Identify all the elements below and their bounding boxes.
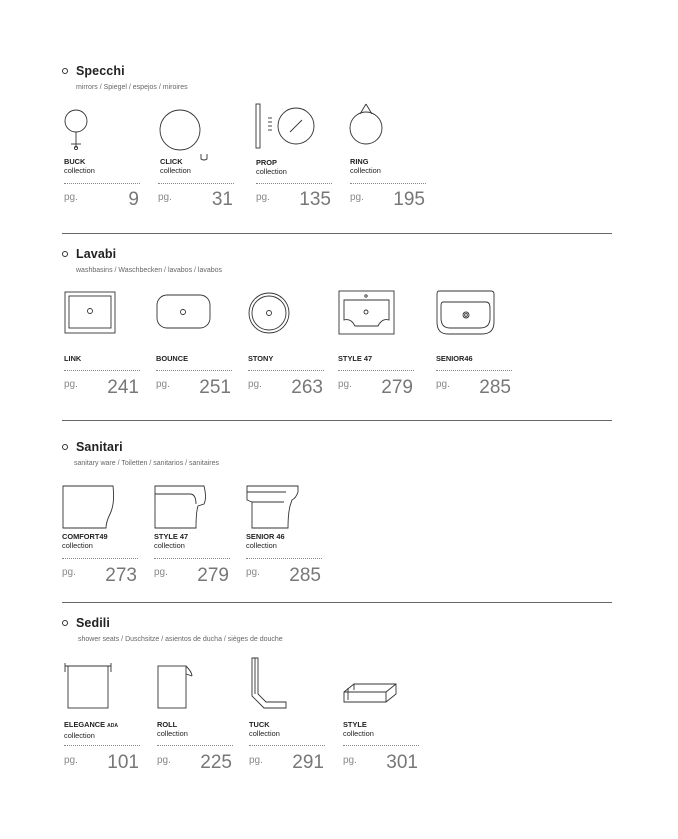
product-label: STYLE collection: [343, 720, 374, 738]
section-subtitle: shower seats / Duschsitze / asientos de ducha / sièges de douche: [78, 636, 283, 643]
pg-label: pg.: [436, 379, 450, 390]
page-number[interactable]: 101: [107, 752, 139, 773]
pg-label: pg.: [154, 567, 168, 578]
style47-washbasin-icon: [338, 290, 403, 338]
page-number[interactable]: 279: [381, 377, 413, 398]
pg-label: pg.: [64, 379, 78, 390]
pg-label: pg.: [350, 192, 364, 203]
page-number[interactable]: 31: [211, 189, 233, 210]
product-label: TUCK collection: [249, 720, 280, 738]
product-label: BUCK collection: [64, 157, 95, 175]
dotted-divider: [156, 370, 232, 371]
dotted-divider: [249, 745, 325, 746]
product-label: PROP collection: [256, 158, 287, 176]
bullet-icon: [62, 251, 68, 257]
page-number[interactable]: 301: [386, 752, 418, 773]
prop-mirror-icon: [254, 100, 324, 155]
ring-mirror-icon: [348, 102, 393, 152]
section-title: Sedili: [76, 616, 110, 630]
section-title: Sanitari: [76, 440, 123, 454]
elegance-seat-icon: [64, 662, 119, 712]
stony-washbasin-icon: [248, 292, 298, 337]
product-label: STONY: [248, 354, 274, 363]
link-washbasin-icon: [64, 291, 119, 336]
section-heading-lavabi: [62, 247, 116, 261]
pg-label: pg.: [246, 567, 260, 578]
bullet-icon: [62, 620, 68, 626]
dotted-divider: [338, 370, 414, 371]
product-label: COMFORT49 collection: [62, 532, 108, 550]
dotted-divider: [157, 745, 233, 746]
comfort49-toilet-icon: [62, 484, 122, 532]
roll-seat-icon: [156, 660, 211, 712]
bounce-washbasin-icon: [156, 294, 216, 334]
style47-toilet-icon: [154, 484, 214, 532]
dotted-divider: [64, 183, 140, 184]
product-label: STYLE 47: [338, 354, 373, 363]
page-number[interactable]: 285: [289, 565, 321, 586]
section-divider: [62, 420, 612, 421]
page-number[interactable]: 241: [107, 377, 139, 398]
senior46-toilet-icon: [246, 484, 306, 532]
page-number[interactable]: 9: [128, 189, 139, 210]
pg-label: pg.: [62, 567, 76, 578]
dotted-divider: [436, 370, 512, 371]
pg-label: pg.: [64, 192, 78, 203]
dotted-divider: [248, 370, 324, 371]
product-label: CLICK collection: [160, 157, 191, 175]
pg-label: pg.: [156, 379, 170, 390]
product-label: ROLL collection: [157, 720, 188, 738]
tuck-seat-icon: [248, 656, 298, 711]
dotted-divider: [62, 558, 138, 559]
pg-label: pg.: [338, 379, 352, 390]
page-number[interactable]: 225: [200, 752, 232, 773]
product-label: SENIOR46: [436, 354, 473, 363]
product-label: ELEGANCE ADA collection: [64, 720, 118, 740]
click-mirror-icon: [158, 108, 218, 158]
pg-label: pg.: [343, 755, 357, 766]
product-label: STYLE 47 collection: [154, 532, 189, 550]
section-heading-specchi: [62, 64, 125, 78]
section-heading-sanitari: [62, 440, 123, 454]
page-number[interactable]: 273: [105, 565, 137, 586]
section-subtitle: sanitary ware / Toiletten / sanitarios / sanitaires: [74, 460, 219, 467]
style-seat-icon: [340, 676, 400, 711]
pg-label: pg.: [248, 379, 262, 390]
pg-label: pg.: [64, 755, 78, 766]
section-title: Specchi: [76, 64, 125, 78]
dotted-divider: [154, 558, 230, 559]
page-number[interactable]: 195: [393, 189, 425, 210]
section-subtitle: mirrors / Spiegel / espejos / miroires: [76, 84, 188, 91]
product-label: LINK: [64, 354, 82, 363]
dotted-divider: [350, 183, 426, 184]
section-divider: [62, 233, 612, 234]
product-label: RING collection: [350, 157, 381, 175]
section-title: Lavabi: [76, 247, 117, 261]
pg-label: pg.: [157, 755, 171, 766]
buck-mirror-icon: [64, 108, 104, 153]
pg-label: pg.: [256, 192, 270, 203]
dotted-divider: [246, 558, 322, 559]
section-heading-sedili: [62, 616, 110, 630]
dotted-divider: [64, 745, 140, 746]
product-label: SENIOR 46 collection: [246, 532, 285, 550]
page-number[interactable]: 135: [299, 189, 331, 210]
section-divider: [62, 602, 612, 603]
pg-label: pg.: [249, 755, 263, 766]
page-number[interactable]: 263: [291, 377, 323, 398]
dotted-divider: [64, 370, 140, 371]
bullet-icon: [62, 68, 68, 74]
section-subtitle: washbasins / Waschbecken / lavabos / lavabos: [76, 267, 223, 274]
dotted-divider: [158, 183, 234, 184]
page-number[interactable]: 279: [197, 565, 229, 586]
dotted-divider: [256, 183, 332, 184]
pg-label: pg.: [158, 192, 172, 203]
page-number[interactable]: 291: [292, 752, 324, 773]
senior46-washbasin-icon: [436, 290, 501, 338]
dotted-divider: [343, 745, 419, 746]
page-number[interactable]: 251: [199, 377, 231, 398]
product-label: BOUNCE: [156, 354, 189, 363]
bullet-icon: [62, 444, 68, 450]
page-number[interactable]: 285: [479, 377, 511, 398]
